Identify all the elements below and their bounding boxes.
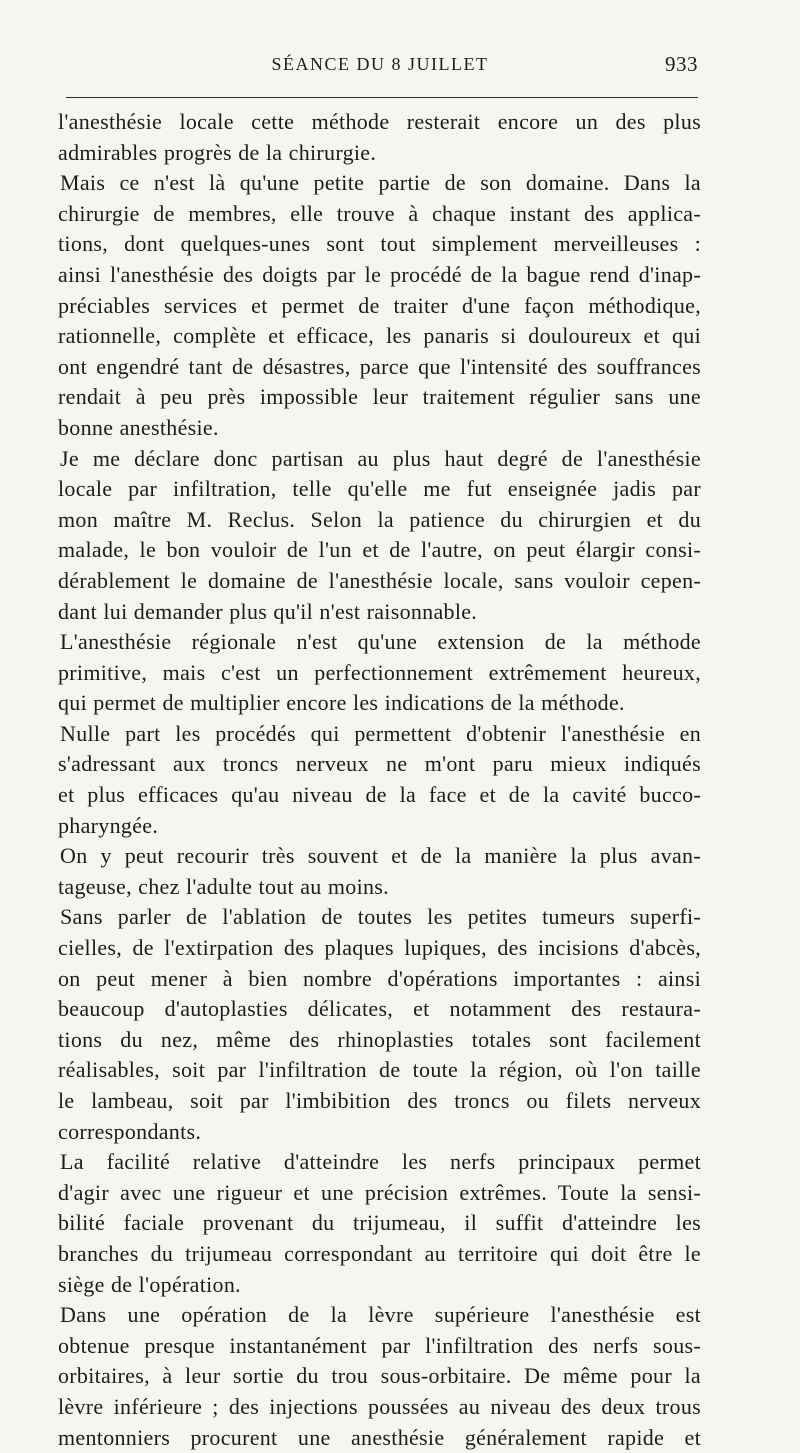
text-line: préciables services et permet de traiter d'une façon méthodique, (58, 292, 701, 318)
text-line: La facilité relative d'atteindre les nerfs principaux permet (60, 1149, 701, 1175)
text-line: beaucoup d'autoplasties délicates, et notamment des restaura- (58, 996, 701, 1022)
text-line: tageuse, chez l'adulte tout au moins. (58, 873, 389, 899)
text-line: tions du nez, même des rhinoplasties totales sont facilement (58, 1026, 701, 1052)
text-line: dant lui demander plus qu'il n'est raisonnable. (58, 598, 478, 624)
text-line: rendait à peu près impossible leur traitement régulier sans une (58, 384, 701, 410)
text-line: admirables progrès de la chirurgie. (58, 139, 377, 165)
text-line: On y peut recourir très souvent et de la manière la plus avan- (60, 843, 701, 869)
page-number: 933 (665, 52, 698, 76)
running-head: SÉANCE DU 8 JUILLET (271, 54, 489, 74)
text-line: obtenue presque instantanément par l'infiltration des nerfs sous- (58, 1332, 701, 1358)
text-line: qui permet de multiplier encore les indications de la méthode. (58, 690, 625, 716)
text-line: mentonniers procurent une anesthésie généralement rapide et (58, 1424, 701, 1450)
text-line: Sans parler de l'ablation de toutes les petites tumeurs superfi- (60, 904, 701, 930)
text-line: l'anesthésie locale cette méthode resterait encore un des plus (58, 109, 701, 134)
text-line: siège de l'opération. (58, 1271, 241, 1297)
text-line: Dans une opération de la lèvre supérieure l'anesthésie est (60, 1302, 701, 1328)
text-line: chirurgie de membres, elle trouve à chaque instant des applica- (58, 200, 701, 226)
body-text (58, 107, 701, 1453)
text-line: lèvre inférieure ; des injections poussées au niveau des deux trous (58, 1393, 701, 1419)
text-line: locale par infiltration, telle qu'elle me fut enseignée jadis par (58, 476, 701, 502)
text-line: Nulle part les procédés qui permettent d'obtenir l'anesthésie en (60, 720, 701, 746)
text-line: bonne anesthésie. (58, 414, 219, 440)
text-line: réalisables, soit par l'infiltration de toute la région, où l'on taille (58, 1057, 701, 1083)
text-line: s'adressant aux troncs nerveux ne m'ont paru mieux indiqués (58, 751, 701, 777)
text-line: d'agir avec une rigueur et une précision extrêmes. Toute la sensi- (58, 1179, 701, 1205)
text-line: mon maître M. Reclus. Selon la patience du chirurgien et du (58, 506, 701, 532)
text-line: malade, le bon vouloir de l'un et de l'autre, on peut élargir consi- (58, 537, 701, 563)
text-line: dérablement le domaine de l'anesthésie locale, sans vouloir cepen- (58, 567, 701, 593)
text-line: tions, dont quelques-unes sont tout simplement merveilleuses : (58, 231, 701, 257)
text-line: bilité faciale provenant du trijumeau, il suffit d'atteindre les (58, 1210, 701, 1236)
text-line: et plus efficaces qu'au niveau de la face et de la cavité bucco- (58, 782, 701, 808)
text-line: correspondants. (58, 1118, 202, 1144)
text-line: Je me déclare donc partisan au plus haut degré de l'anesthésie (60, 445, 701, 471)
text-line: branches du trijumeau correspondant au territoire qui doit être le (58, 1240, 701, 1266)
text-line: primitive, mais c'est un perfectionnement extrêmement heureux, (58, 659, 701, 685)
text-line: pharyngée. (58, 812, 159, 838)
text-line: ainsi l'anesthésie des doigts par le procédé de la bague rend d'inap- (58, 261, 701, 287)
text-line: le lambeau, soit par l'imbibition des troncs ou filets nerveux (58, 1088, 701, 1113)
text-line: cielles, de l'extirpation des plaques lupiques, des incisions d'abcès, (58, 935, 701, 961)
text-line: on peut mener à bien nombre d'opérations importantes : ainsi (58, 965, 701, 991)
text-line: ont engendré tant de désastres, parce que l'intensité des souffrances (58, 353, 701, 379)
page-header (62, 46, 698, 86)
text-line: Mais ce n'est là qu'une petite partie de son domaine. Dans la (60, 170, 701, 196)
header-rule (66, 97, 698, 98)
text-line: orbitaires, à leur sortie du trou sous-orbitaire. De même pour la (58, 1363, 701, 1389)
text-line: L'anesthésie régionale n'est qu'une extension de la méthode (60, 629, 701, 655)
text-line: rationnelle, complète et efficace, les panaris si douloureux et qui (58, 323, 701, 349)
